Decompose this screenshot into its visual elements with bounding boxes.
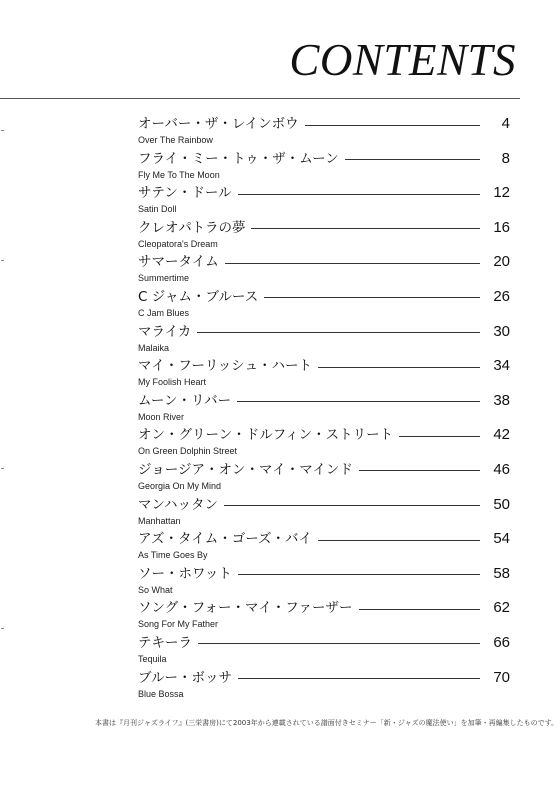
toc-page-number: 26 [493,287,510,305]
dot-leader [238,678,480,679]
toc-japanese-title: アズ・タイム・ゴーズ・バイ [138,531,313,548]
toc-english-title: Satin Doll [138,204,177,215]
toc-japanese-title: サテン・ドール [138,185,232,202]
toc-entry[interactable] [138,460,510,495]
toc-english-title: Georgia On My Mind [138,480,222,491]
toc-japanese-title: ブルー・ボッサ [138,669,232,686]
toc-entry-row [138,495,510,515]
toc-japanese-title: フライ・ミー・トゥ・ザ・ムーン [138,150,339,167]
toc-entry[interactable] [138,252,510,287]
toc-english-title: Moon River [138,411,185,422]
toc-entry-row [138,114,510,134]
toc-entry-row [138,391,510,411]
toc-page-number: 42 [493,426,510,444]
toc-entry[interactable] [138,322,510,357]
toc-entry-row [138,356,510,376]
toc-entry-row [138,252,510,272]
toc-entry[interactable] [138,149,510,184]
toc-page-number: 38 [493,391,510,409]
toc-japanese-title: マライカ [138,323,192,340]
toc-entry[interactable] [138,598,510,633]
toc-page-number: 30 [493,322,510,340]
toc-entry-row [138,218,510,238]
toc-entry-row [138,598,510,618]
toc-english-title: Malaika [138,342,170,353]
toc-entry[interactable] [138,495,510,530]
dot-leader [318,367,480,368]
dot-leader [225,263,480,264]
toc-japanese-title: サマータイム [138,254,219,271]
toc-entry-row [138,460,510,480]
toc-japanese-title: オーバー・ザ・レインボウ [138,116,299,132]
toc-page-number: 54 [493,530,510,548]
toc-entry[interactable] [138,114,510,149]
margin-tick [1,628,4,629]
toc-entry-row [138,149,510,169]
toc-entry[interactable] [138,218,510,253]
toc-japanese-title: ジョージア・オン・マイ・マインド [138,461,353,478]
margin-tick [1,130,4,131]
toc-japanese-title: テキーラ [138,634,192,651]
dot-leader [305,125,480,126]
toc-entry-row [138,633,510,653]
toc-english-title: Summertime [138,273,190,284]
toc-english-title: My Foolish Heart [138,377,207,388]
dot-leader [399,436,480,437]
toc-english-title: Fly Me To The Moon [138,169,220,180]
toc-page-number: 4 [501,115,510,132]
toc-page-number: 70 [493,668,510,686]
toc-page-number: 20 [493,253,510,271]
toc-english-title: Manhattan [138,515,181,526]
dot-leader [198,643,480,644]
table-of-contents [138,114,510,702]
dot-leader [318,540,480,541]
dot-leader [237,401,480,402]
page-title: CONTENTS [289,35,516,85]
toc-english-title: On Green Dolphin Street [138,446,238,457]
toc-entry-row [138,425,510,445]
toc-page-number: 12 [493,184,510,202]
dot-leader [224,505,480,506]
toc-japanese-title: マンハッタン [138,496,219,513]
dot-leader [251,228,480,229]
toc-entry-row [138,183,510,203]
dot-leader [238,574,480,575]
toc-page-number: 46 [493,460,510,478]
dot-leader [359,609,480,610]
toc-entry[interactable] [138,633,510,668]
toc-english-title: As Time Goes By [138,550,208,561]
toc-english-title: Tequila [138,653,167,664]
toc-english-title: Cleopatora's Dream [138,238,218,249]
toc-japanese-title: C ジャム・ブルース [138,288,259,305]
toc-entry[interactable] [138,287,510,322]
toc-page-number: 8 [501,149,510,167]
toc-page-number: 50 [493,495,510,513]
margin-tick [1,468,4,469]
toc-japanese-title: クレオパトラの夢 [138,219,246,236]
toc-japanese-title: マイ・フーリッシュ・ハート [138,358,313,375]
toc-page-number: 34 [493,357,510,375]
margin-tick [1,260,4,261]
dot-leader [345,159,480,160]
toc-english-title: Blue Bossa [138,688,184,699]
toc-page-number: 58 [493,564,510,582]
toc-entry-row [138,287,510,307]
toc-entry-row [138,529,510,549]
toc-entry[interactable] [138,564,510,599]
dot-leader [197,332,480,333]
toc-page-number: 62 [493,599,510,617]
toc-entry[interactable] [138,391,510,426]
toc-japanese-title: ソー・ホワット [138,565,232,582]
header-rule [0,98,520,99]
toc-japanese-title: ムーン・リバー [138,392,232,409]
toc-entry[interactable] [138,356,510,391]
dot-leader [238,194,480,195]
toc-english-title: Song For My Father [138,619,219,630]
toc-japanese-title: オン・グリーン・ドルフィン・ストリート [138,427,394,444]
toc-entry[interactable] [138,425,510,460]
toc-entry-row [138,668,510,688]
dot-leader [264,297,480,298]
toc-japanese-title: ソング・フォー・マイ・ファーザー [138,600,353,617]
toc-entry[interactable] [138,529,510,564]
dot-leader [359,470,480,471]
toc-english-title: C Jam Blues [138,307,190,318]
toc-page-number: 16 [493,218,510,236]
toc-entry[interactable] [138,183,510,218]
toc-entry-row [138,322,510,342]
toc-entry-row [138,564,510,584]
footnote: 本書は『月刊ジャズライフ』(三栄書房)にて2003年から連載されている譜面付きセミナー「新・ジャズの魔法使い」を加筆・再編集したものです。 [95,719,559,727]
toc-page-number: 66 [493,633,510,651]
toc-english-title: Over The Rainbow [138,135,213,145]
toc-entry[interactable] [138,668,510,703]
toc-english-title: So What [138,584,173,595]
